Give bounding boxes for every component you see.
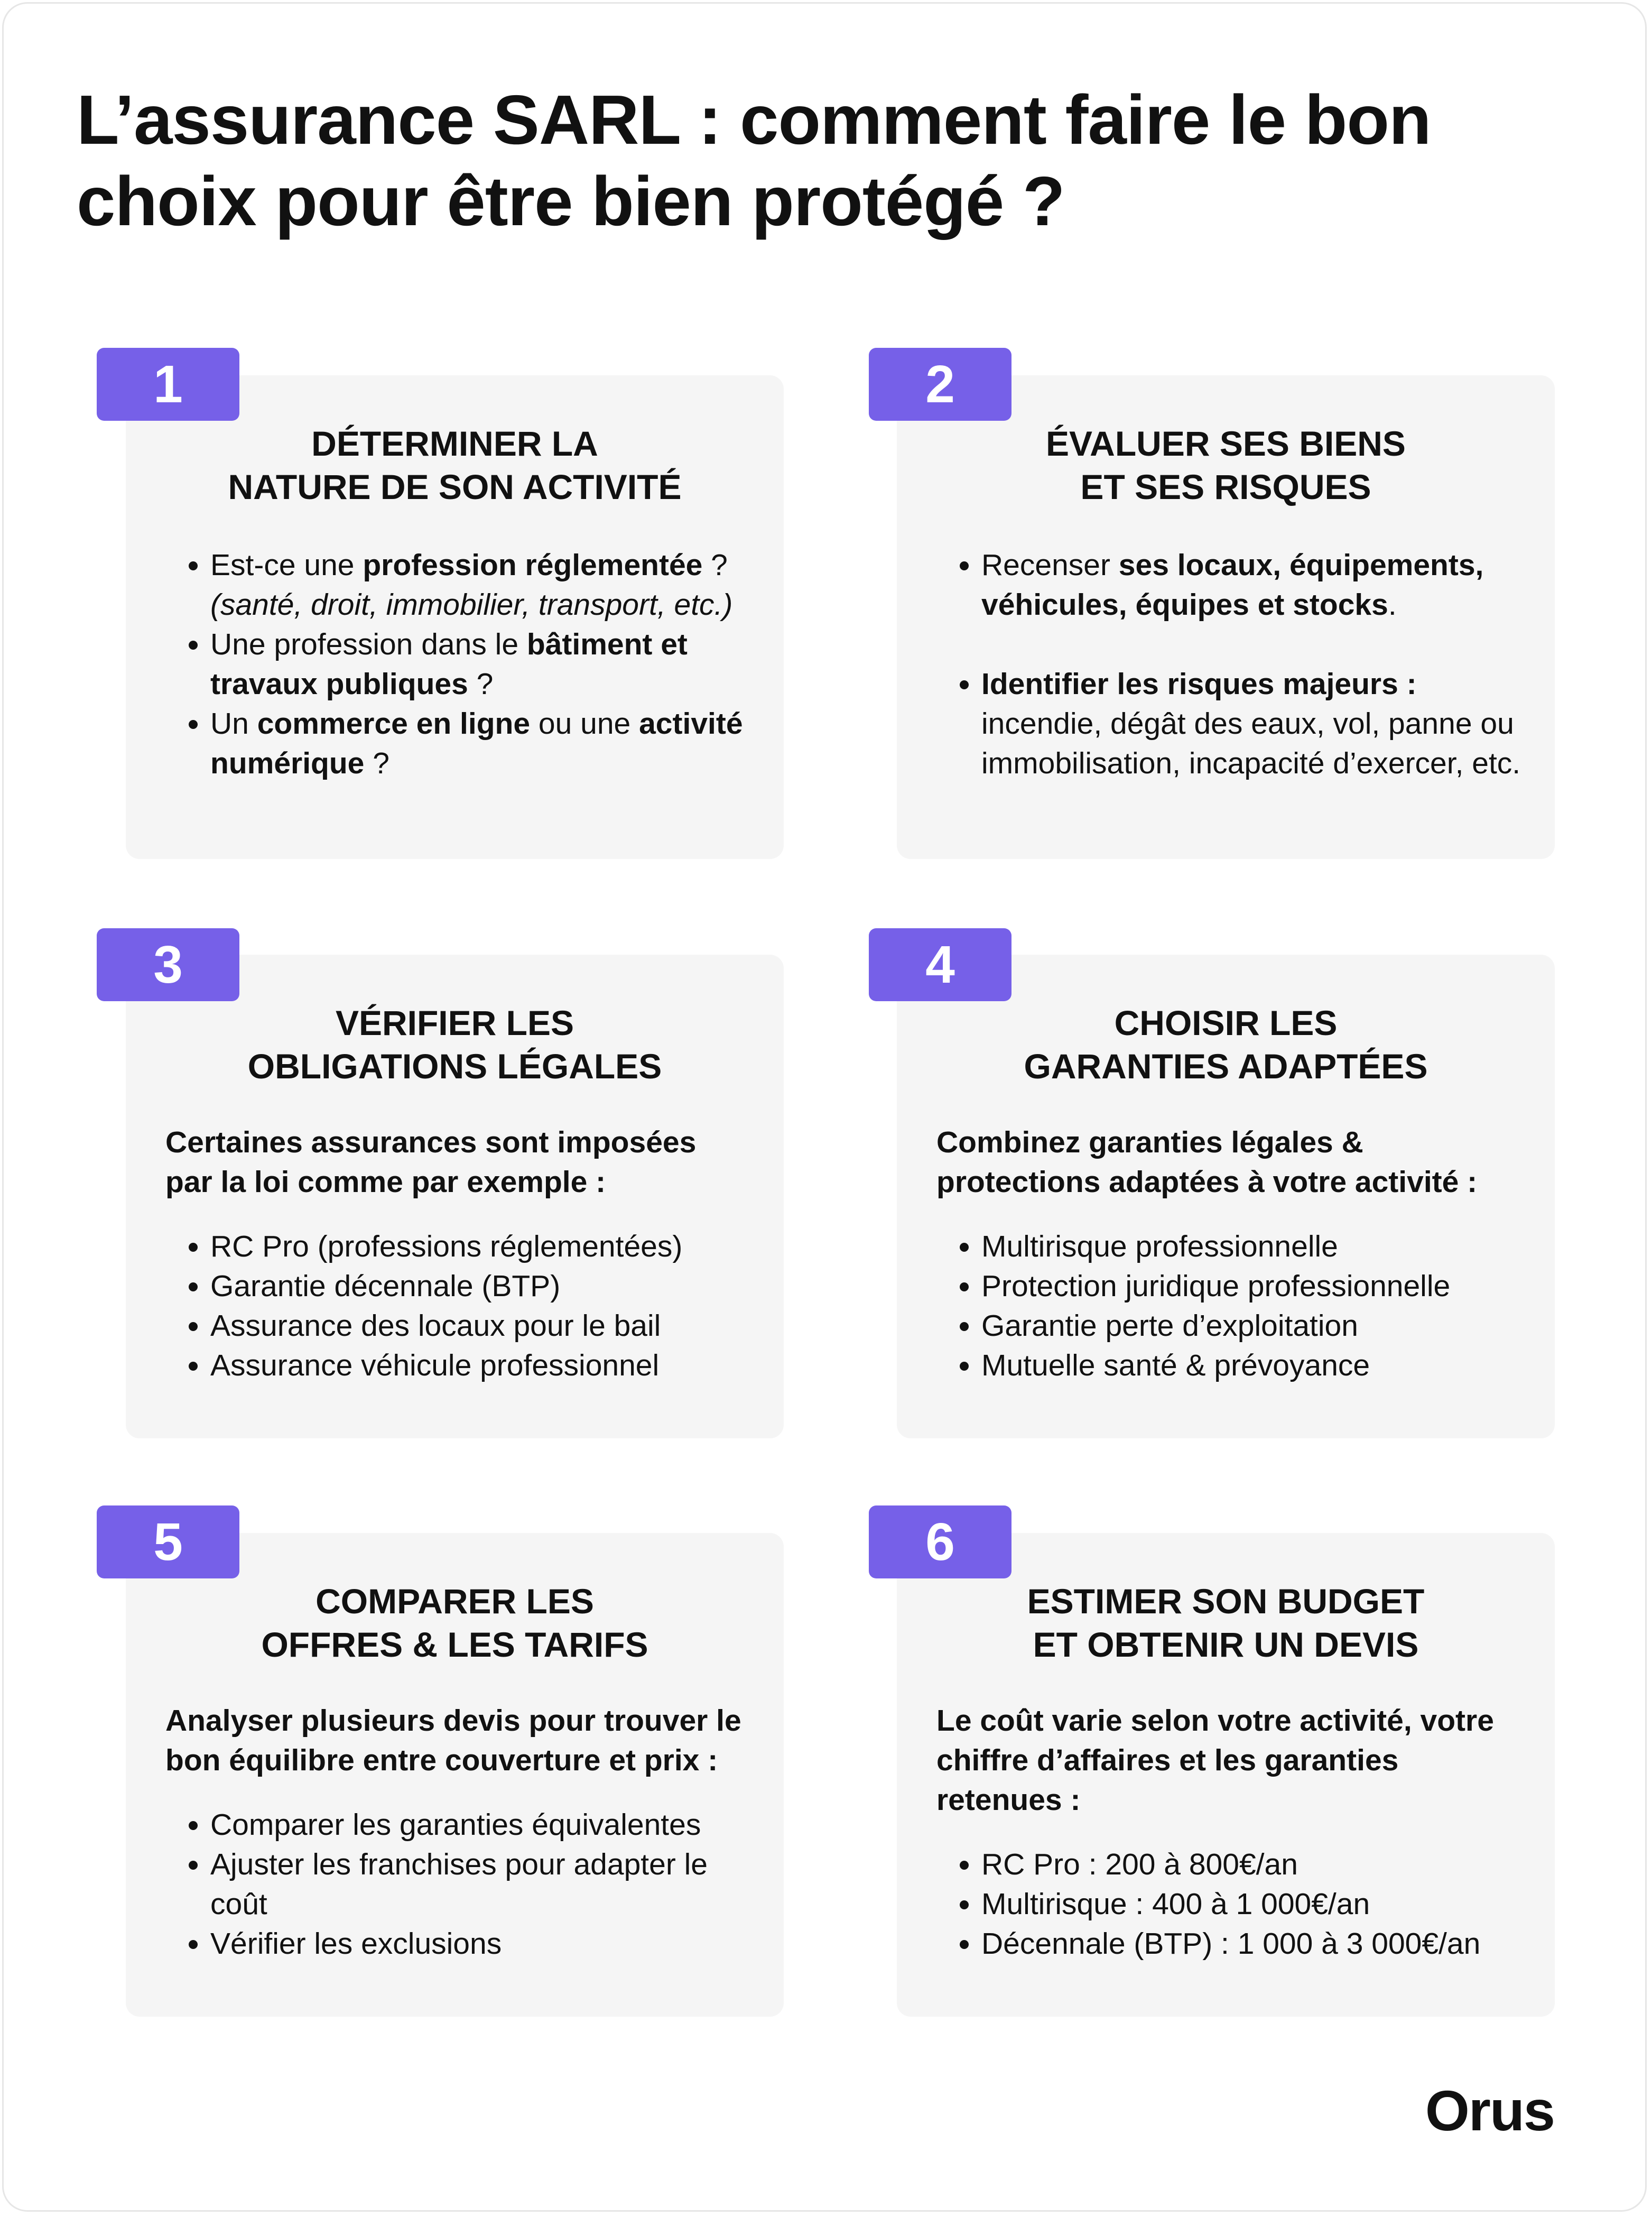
list-item: • Multirisque : 400 à 1 000€/an <box>981 1885 1523 1924</box>
list-item: • Identifier les risques majeurs : incendie, dégât des eaux, vol, panne ou immobilisation, incapacité d’exercer, etc. <box>981 664 1523 783</box>
list-item: • Un commerce en ligne ou une activité numérique ? <box>210 704 752 783</box>
card-step-5 <box>126 1533 784 2017</box>
card-intro: Analyser plusieurs devis pour trouver le bon équilibre entre couverture et prix : <box>165 1704 741 1777</box>
list-item: • Mutuelle santé & prévoyance <box>981 1346 1523 1385</box>
brand-logo: Orus <box>1425 2079 1554 2142</box>
list-item: • Décennale (BTP) : 1 000 à 3 000€/an <box>981 1924 1523 1964</box>
list-item: • Assurance véhicule professionnel <box>210 1346 752 1385</box>
card-intro: Certaines assurances sont imposées par la loi comme par exemple : <box>165 1125 697 1199</box>
card-title: ESTIMER SON BUDGET ET OBTENIR UN DEVIS <box>1027 1582 1425 1664</box>
card-body <box>936 1701 1523 1964</box>
card-body <box>936 1123 1523 1385</box>
bullet-list <box>165 1805 752 1964</box>
list-item: • RC Pro : 200 à 800€/an <box>981 1845 1523 1885</box>
step-number-badge: 2 <box>869 348 1011 421</box>
list-item: • Garantie perte d’exploitation <box>981 1306 1523 1346</box>
list-item: • Une profession dans le bâtiment et travaux publiques ? <box>210 625 752 704</box>
step-number-badge: 3 <box>97 928 239 1001</box>
bullet-list <box>936 1845 1523 1964</box>
list-item: • Est-ce une profession réglementée ? (santé, droit, immobilier, transport, etc.) <box>210 546 752 625</box>
bullet-list <box>165 1227 752 1385</box>
step-number-badge: 5 <box>97 1505 239 1578</box>
card-step-2 <box>897 375 1555 859</box>
card-body <box>165 1123 752 1385</box>
bullet-list <box>936 546 1523 783</box>
card-step-6 <box>897 1533 1555 2017</box>
list-item: • Comparer les garanties équivalentes <box>210 1805 752 1845</box>
step-number-badge: 4 <box>869 928 1011 1001</box>
card-intro: Le coût varie selon votre activité, votre chiffre d’affaires et les garanties retenues : <box>936 1704 1494 1817</box>
card-step-4 <box>897 955 1555 1438</box>
card-intro: Combinez garanties légales & protections adaptées à votre activité : <box>936 1125 1478 1199</box>
card-body <box>165 1701 752 1964</box>
list-item: • RC Pro (professions réglementées) <box>210 1227 752 1267</box>
card-title: VÉRIFIER LES OBLIGATIONS LÉGALES <box>247 1003 662 1086</box>
list-item: • Recenser ses locaux, équipements, véhicules, équipes et stocks. <box>981 546 1523 625</box>
list-item: • Protection juridique professionnelle <box>981 1267 1523 1306</box>
card-body <box>165 546 752 783</box>
card-title: DÉTERMINER LA NATURE DE SON ACTIVITÉ <box>228 424 682 506</box>
list-item: • Assurance des locaux pour le bail <box>210 1306 752 1346</box>
list-item: • Vérifier les exclusions <box>210 1924 752 1964</box>
bullet-list <box>165 546 752 783</box>
step-number-badge: 1 <box>97 348 239 421</box>
card-title: COMPARER LES OFFRES & LES TARIFS <box>261 1582 648 1664</box>
card-step-3 <box>126 955 784 1438</box>
card-title: ÉVALUER SES BIENS ET SES RISQUES <box>1046 424 1406 506</box>
list-item: • Ajuster les franchises pour adapter le coût <box>210 1845 752 1924</box>
list-item: • Multirisque professionnelle <box>981 1227 1523 1267</box>
list-item: • Garantie décennale (BTP) <box>210 1267 752 1306</box>
page-title: L’assurance SARL : comment faire le bon choix pour être bien protégé ? <box>77 81 1431 240</box>
step-number-badge: 6 <box>869 1505 1011 1578</box>
bullet-list <box>936 1227 1523 1385</box>
card-step-1 <box>126 375 784 859</box>
card-body <box>936 546 1523 783</box>
card-title: CHOISIR LES GARANTIES ADAPTÉES <box>1024 1003 1428 1086</box>
